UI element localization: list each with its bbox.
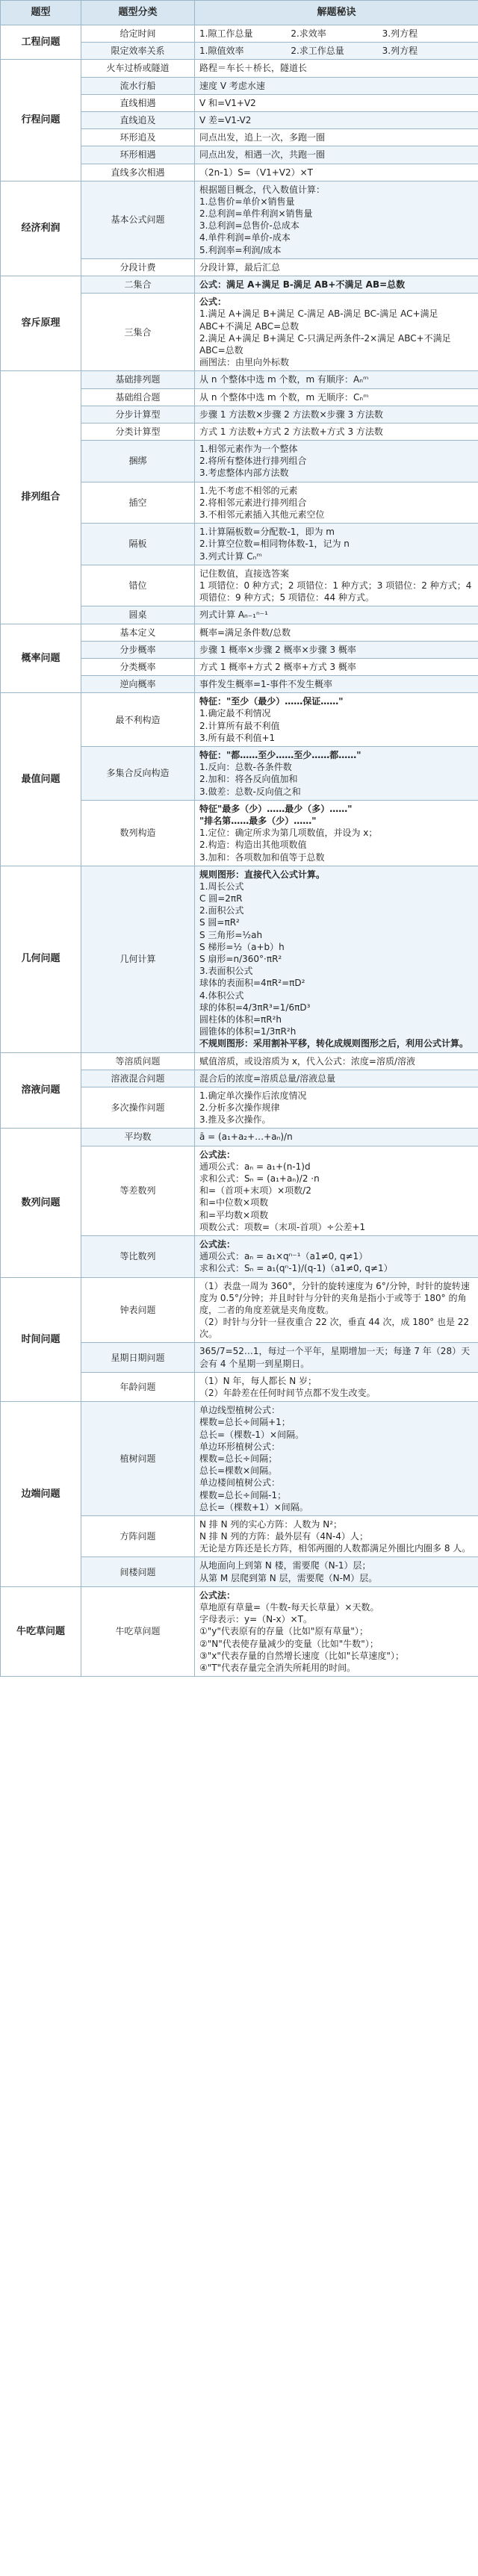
content-line: 求和公式：Sₙ = (a₁+aₙ)/2 ·n xyxy=(199,1173,320,1184)
content-line: "排名第……最多（少）……" xyxy=(199,815,317,826)
subtype-cell: 逆向概率 xyxy=(81,676,195,693)
content-cell xyxy=(195,524,478,565)
content-line: 公式：满足 A+满足 B-满足 AB+不满足 AB=总数 xyxy=(199,279,406,290)
content-line: 2.加和：将各反向值加和 xyxy=(199,774,298,785)
content-line: 记住数值，直接选答案 xyxy=(199,568,290,579)
table-row xyxy=(1,25,478,43)
content-cell xyxy=(195,1146,478,1235)
content-line: 分段计算，最后汇总 xyxy=(199,261,281,273)
header-type: 题型 xyxy=(1,1,81,25)
subtype-cell: 限定效率关系 xyxy=(81,43,195,60)
content-cell xyxy=(195,164,478,181)
subtype-cell: 给定时间 xyxy=(81,25,195,43)
content-line: 2.计算空位数=相同物体数-1，记为 n xyxy=(199,539,350,550)
content-cell xyxy=(195,1586,478,1676)
content-line: 草地原有草量=（牛数-每天长草量）×天数。 xyxy=(199,1602,379,1613)
content-line: 棵数=总长÷间隔-1； xyxy=(199,1489,287,1500)
content-cell xyxy=(195,60,478,77)
content-cell xyxy=(195,423,478,440)
content-line: 从 n 个整体中选 m 个数，m 有顺序：Aₙᵐ xyxy=(199,374,369,385)
content-line: C 圆=2πR xyxy=(199,893,243,904)
table-row xyxy=(1,181,478,258)
content-line: 特征"最多（少）……最少（多）……" xyxy=(199,803,353,814)
content-line: 棵数=总长÷间隔； xyxy=(199,1453,278,1464)
content-step: 2.求效率 xyxy=(291,28,326,39)
content-line: 2.将相邻元素进行排列组合 xyxy=(199,497,307,508)
content-line: 概率=满足条件数/总数 xyxy=(199,627,291,638)
subtype-cell: 等溶质问题 xyxy=(81,1052,195,1070)
content-cell xyxy=(195,294,478,371)
content-line: 1 项错位：0 种方式；2 项错位：1 种方式；3 项错位：2 种方式；4 项错位：9 种方式；5 项错位：44 种方式。 xyxy=(199,580,472,603)
subtype-cell: 火车过桥或隧道 xyxy=(81,60,195,77)
table-row xyxy=(1,1277,478,1343)
content-cell xyxy=(195,371,478,388)
content-line: 1.相邻元素作为一个整体 xyxy=(199,444,298,455)
content-line: 圆柱体的体积=πR²h xyxy=(199,1014,282,1025)
content-line: 列式计算 Aₙ₋₁ⁿ⁻¹ xyxy=(199,609,268,621)
content-line: 圆锥体的体积=1/3πR²h xyxy=(199,1026,297,1037)
content-step: 1.隙工作总量 xyxy=(199,28,253,39)
content-line: 同点出发，相遇一次，共跑一圈 xyxy=(199,149,326,161)
subtype-cell: 钟表问题 xyxy=(81,1277,195,1343)
content-line: V 和=V1+V2 xyxy=(199,97,256,108)
content-line: 规则图形：直接代入公式计算。 xyxy=(199,869,326,880)
subtype-cell: 数列构造 xyxy=(81,800,195,866)
subtype-cell: 捆绑 xyxy=(81,441,195,482)
content-cell xyxy=(195,1372,478,1401)
content-line: ②"N"代表使存量减少的变量（比如"牛数"）； xyxy=(199,1638,379,1649)
content-cell xyxy=(195,1070,478,1087)
content-cell xyxy=(195,1557,478,1586)
content-line: 特征："都……至少……至少……都……" xyxy=(199,750,361,760)
content-line: 3.不相邻元素插入其他元素空位 xyxy=(199,509,325,520)
subtype-cell: 几何计算 xyxy=(81,866,195,1052)
content-line: 单边线型植树公式： xyxy=(199,1405,281,1416)
content-line: 公式法： xyxy=(199,1589,236,1601)
content-line: 3.推及多次操作。 xyxy=(199,1114,271,1126)
content-line: 和=（首项+末项）×项数/2 xyxy=(199,1185,311,1197)
content-cell xyxy=(195,658,478,675)
content-cell xyxy=(195,676,478,693)
category-cell: 工程问题 xyxy=(1,25,81,60)
category-cell: 牛吃草问题 xyxy=(1,1586,81,1676)
table-row xyxy=(1,624,478,641)
content-line: ③"x"代表存量的自然增长速度（比如"长草速度"）； xyxy=(199,1650,404,1661)
content-cell xyxy=(195,77,478,94)
content-steps xyxy=(199,28,474,40)
content-cell xyxy=(195,111,478,128)
content-cell xyxy=(195,606,478,624)
content-line: 公式法： xyxy=(199,1238,236,1250)
content-line: 3.表面积公式 xyxy=(199,966,253,977)
content-line: 1.计算隔板数=分配数-1，即为 m xyxy=(199,527,335,538)
content-line: 3.列式计算 Cₙᵐ xyxy=(199,550,262,562)
content-line: ①"y"代表原有的存量（比如"原有草量"）； xyxy=(199,1626,368,1637)
subtype-cell: 流水行船 xyxy=(81,77,195,94)
content-line: （2n-1）S=（V1+V2）×T xyxy=(199,167,314,178)
content-line: 画图法：由里向外标数 xyxy=(199,357,290,368)
subtype-cell: 基本定义 xyxy=(81,624,195,641)
subtype-cell: 植树问题 xyxy=(81,1402,195,1516)
header-subtype: 题型分类 xyxy=(81,1,195,25)
subtype-cell: 直线相遇 xyxy=(81,94,195,111)
table-body xyxy=(1,25,478,1677)
subtype-cell: 圆桌 xyxy=(81,606,195,624)
subtype-cell: 直线多次相遇 xyxy=(81,164,195,181)
content-cell xyxy=(195,1235,478,1277)
header-secret: 解题秘诀 xyxy=(195,1,478,25)
content-cell xyxy=(195,800,478,866)
content-line: 1.周长公式 xyxy=(199,881,244,892)
content-line: 字母表示：y=（N-x）×T。 xyxy=(199,1614,312,1625)
content-line: （2）年龄差在任何时间节点都不发生改变。 xyxy=(199,1388,376,1398)
table-row xyxy=(1,60,478,77)
content-line: N 排 N 列的实心方阵：人数为 N²； xyxy=(199,1518,342,1530)
table-row xyxy=(1,371,478,388)
content-line: 特征："至少（最少）……保证……" xyxy=(199,696,344,707)
content-line: 步骤 1 概率×步骤 2 概率×步骤 3 概率 xyxy=(199,644,356,655)
content-step: 1.隙值效率 xyxy=(199,46,244,57)
content-cell xyxy=(195,406,478,423)
content-line: 从 n 个整体中选 m 个数，m 无顺序：Cₙᵐ xyxy=(199,391,369,403)
table-row xyxy=(1,1129,478,1146)
content-line: 3.总利润=总售价-总成本 xyxy=(199,220,299,232)
content-cell xyxy=(195,1402,478,1516)
content-cell xyxy=(195,441,478,482)
content-line: 1.满足 A+满足 B+满足 C-满足 AB-满足 BC-满足 AC+满足 ABC+不满足 ABC=总数 xyxy=(199,308,438,332)
category-cell: 数列问题 xyxy=(1,1129,81,1277)
content-cell xyxy=(195,43,478,60)
content-line: 单边楼间植树公式： xyxy=(199,1477,281,1489)
content-line: 4.体积公式 xyxy=(199,990,244,1001)
content-line: 2.总利润=单件利润×销售量 xyxy=(199,208,313,220)
content-line: 球体的表面积=4πR²=πD² xyxy=(199,978,305,989)
category-cell: 概率问题 xyxy=(1,624,81,693)
content-line: 2.满足 A+满足 B+满足 C-只满足两条件-2×满足 ABC+不满足 ABC=总数 xyxy=(199,332,451,356)
content-cell xyxy=(195,747,478,801)
content-line: 混合后的浓度=溶质总量/溶液总量 xyxy=(199,1073,336,1084)
content-steps xyxy=(199,45,474,57)
content-line: 1.确定单次操作后浓度情况 xyxy=(199,1090,307,1101)
content-line: 2.面积公式 xyxy=(199,905,244,916)
content-line: 总长=（棵数+1）×间隔。 xyxy=(199,1501,308,1512)
content-line: 项数公式：项数=（末项-首项）÷公差+1 xyxy=(199,1221,366,1232)
content-line: N 排 N 列的方阵：最外层有（4N-4）人； xyxy=(199,1531,368,1542)
content-line: 3.做差：总数-反向值之和 xyxy=(199,786,301,797)
content-line: 同点出发，追上一次，多跑一圈 xyxy=(199,132,326,143)
content-line: 方式 1 方法数+方式 2 方法数+方式 3 方法数 xyxy=(199,426,383,437)
subtype-cell: 隔板 xyxy=(81,524,195,565)
content-line: 无论是方阵还是长方阵，相邻两圈的人数都满足外圈比内圈多 8 人。 xyxy=(199,1543,471,1554)
category-cell: 排列组合 xyxy=(1,371,81,624)
content-cell xyxy=(195,641,478,658)
content-line: 步骤 1 方法数×步骤 2 方法数×步骤 3 方法数 xyxy=(199,409,383,420)
content-cell xyxy=(195,1052,478,1070)
category-cell: 行程问题 xyxy=(1,60,81,181)
table-row xyxy=(1,276,478,294)
content-line: ā = (a₁+a₂+…+aₙ)/n xyxy=(199,1132,293,1143)
category-cell: 时间问题 xyxy=(1,1277,81,1402)
content-line: 1.总售价=单价×销售量 xyxy=(199,196,295,207)
content-cell xyxy=(195,1129,478,1146)
content-step: 3.列方程 xyxy=(382,46,418,57)
subtype-cell: 错位 xyxy=(81,565,195,606)
content-cell xyxy=(195,146,478,164)
content-line: 1.先不考虑不相邻的元素 xyxy=(199,485,298,496)
content-line: V 差=V1-V2 xyxy=(199,114,252,125)
content-line: 365/7=52…1，每过一个平年，星期增加一天；每逢 7 年（28）天会有 4 个星期一到星期日。 xyxy=(199,1346,471,1369)
subtype-cell: 三集合 xyxy=(81,294,195,371)
subtype-cell: 基础排列题 xyxy=(81,371,195,388)
content-cell xyxy=(195,181,478,258)
table-row xyxy=(1,1402,478,1516)
content-line: 公式法： xyxy=(199,1149,236,1160)
content-line: 2.将所有整体进行排列组合 xyxy=(199,456,307,467)
content-line: 求和公式：Sₙ = a₁(qⁿ-1)/(q-1)（a1≠0, q≠1） xyxy=(199,1263,393,1274)
content-cell xyxy=(195,1087,478,1129)
subtype-cell: 分步计算型 xyxy=(81,406,195,423)
content-cell xyxy=(195,565,478,606)
content-line: S 三角形=½ah xyxy=(199,929,263,940)
content-cell xyxy=(195,1515,478,1557)
content-cell xyxy=(195,94,478,111)
content-cell xyxy=(195,482,478,524)
table-header-row xyxy=(1,1,478,25)
content-cell xyxy=(195,866,478,1052)
content-line: 棵数=总长÷间隔+1； xyxy=(199,1417,291,1428)
content-line: 从地面向上到第 N 楼，需要爬（N-1）层； xyxy=(199,1560,371,1571)
category-cell: 边端问题 xyxy=(1,1402,81,1587)
content-line: 3.加和：各项数加和值等于总数 xyxy=(199,851,325,863)
subtype-cell: 最不利构造 xyxy=(81,693,195,747)
content-line: 速度 V 考虑水速 xyxy=(199,80,265,91)
content-line: 方式 1 概率+方式 2 概率+方式 3 概率 xyxy=(199,661,356,672)
content-line: 通项公式：aₙ = a₁+(n-1)d xyxy=(199,1161,311,1172)
content-cell xyxy=(195,1343,478,1372)
subtype-cell: 牛吃草问题 xyxy=(81,1586,195,1676)
subtype-cell: 二集合 xyxy=(81,276,195,294)
content-line: 单边环形植树公式： xyxy=(199,1441,281,1452)
subtype-cell: 分段计费 xyxy=(81,258,195,276)
subtype-cell: 年龄问题 xyxy=(81,1372,195,1401)
subtype-cell: 方阵问题 xyxy=(81,1515,195,1557)
category-cell: 最值问题 xyxy=(1,693,81,866)
content-cell xyxy=(195,258,478,276)
content-line: 路程＝车长＋桥长，隧道长 xyxy=(199,63,308,74)
content-line: （1）表盘一周为 360°，分针的旋转速度为 6°/分钟，时针的旋转速度为 0.5°/分钟；并且时针与分针的夹角是指小于或等于 180° 的角度，二者的角度差就是夹角度数。 xyxy=(199,1280,470,1315)
content-cell xyxy=(195,388,478,406)
content-line: 球的体积=4/3πR³=1/6πD³ xyxy=(199,1002,311,1013)
subtype-cell: 分类概率 xyxy=(81,658,195,675)
content-line: 通项公式：aₙ = a₁×qⁿ⁻¹（a1≠0, q≠1） xyxy=(199,1251,368,1262)
subtype-cell: 基础组合题 xyxy=(81,388,195,406)
subtype-cell: 多集合反向构造 xyxy=(81,747,195,801)
subtype-cell: 插空 xyxy=(81,482,195,524)
content-line: 不规则图形：采用割补平移，转化成规则图形之后，利用公式计算。 xyxy=(199,1038,469,1049)
content-cell xyxy=(195,693,478,747)
content-cell xyxy=(195,624,478,641)
table-row xyxy=(1,866,478,1052)
content-line: 赋值溶质，或设溶质为 x，代入公式：浓度=溶质/溶液 xyxy=(199,1055,416,1067)
table-row xyxy=(1,1052,478,1070)
subtype-cell: 等比数列 xyxy=(81,1235,195,1277)
content-line: 2.构造：构造出其他项数值 xyxy=(199,839,307,851)
subtype-cell: 间楼问题 xyxy=(81,1557,195,1586)
content-line: 2.分析多次操作规律 xyxy=(199,1102,280,1114)
table-row xyxy=(1,693,478,747)
subtype-cell: 多次操作问题 xyxy=(81,1087,195,1129)
content-line: 事件发生概率=1-事件不发生概率 xyxy=(199,679,333,690)
subtype-cell: 星期日期问题 xyxy=(81,1343,195,1372)
category-cell: 几何问题 xyxy=(1,866,81,1052)
subtype-cell: 直线追及 xyxy=(81,111,195,128)
content-line: 2.计算所有最不利值 xyxy=(199,720,280,731)
content-line: 从第 M 层爬到第 N 层，需要爬（N-M）层。 xyxy=(199,1572,378,1583)
content-cell xyxy=(195,129,478,146)
content-step: 2.求工作总量 xyxy=(291,46,344,57)
subtype-cell: 环形相遇 xyxy=(81,146,195,164)
subtype-cell: 分类计算型 xyxy=(81,423,195,440)
subtype-cell: 等差数列 xyxy=(81,1146,195,1235)
subtype-cell: 平均数 xyxy=(81,1129,195,1146)
content-line: S 圆=πR² xyxy=(199,917,240,928)
content-line: 1.反向：总数-各条件数 xyxy=(199,762,292,773)
subtype-cell: 溶液混合问题 xyxy=(81,1070,195,1087)
content-cell xyxy=(195,276,478,294)
category-cell: 溶液问题 xyxy=(1,1052,81,1129)
content-line: 总长=（棵数-1）×间隔。 xyxy=(199,1429,305,1440)
content-line: S 梯形=½（a+b）h xyxy=(199,941,285,952)
content-line: 根据题目概念，代入数值计算： xyxy=(199,184,326,195)
content-cell xyxy=(195,1277,478,1343)
content-line: 总长=棵数×间隔。 xyxy=(199,1465,278,1477)
content-line: 公式： xyxy=(199,297,227,308)
content-line: 和=平均数×项数 xyxy=(199,1209,269,1220)
content-line: ④"T"代表存量完全消失所耗用的时间。 xyxy=(199,1662,356,1673)
content-line: 1.定位：确定所求为第几项数值，并设为 x； xyxy=(199,828,378,839)
content-line: 5.利润率=利润/成本 xyxy=(199,244,282,255)
subtype-cell: 基本公式问题 xyxy=(81,181,195,258)
category-cell: 容斥原理 xyxy=(1,276,81,371)
content-line: S 扇形=n/360°·πR² xyxy=(199,954,282,964)
content-line: （2）时针与分针一昼夜重合 22 次，垂直 44 次，成 180° 也是 22 次。 xyxy=(199,1317,470,1340)
content-line: （1）N 年，每人都长 N 岁； xyxy=(199,1375,317,1386)
table-row xyxy=(1,1586,478,1676)
content-line: 3.所有最不利值+1 xyxy=(199,732,276,743)
category-cell: 经济利润 xyxy=(1,181,81,276)
subtype-cell: 分步概率 xyxy=(81,641,195,658)
content-cell xyxy=(195,25,478,43)
content-line: 3.考虑整体内部方法数 xyxy=(199,468,289,479)
content-step: 3.列方程 xyxy=(382,28,418,39)
content-line: 和=中位数×项数 xyxy=(199,1197,269,1208)
subtype-cell: 环形追及 xyxy=(81,129,195,146)
content-line: 1.确定最不利情况 xyxy=(199,708,271,719)
content-line: 4.单件利润=单价-成本 xyxy=(199,232,291,243)
